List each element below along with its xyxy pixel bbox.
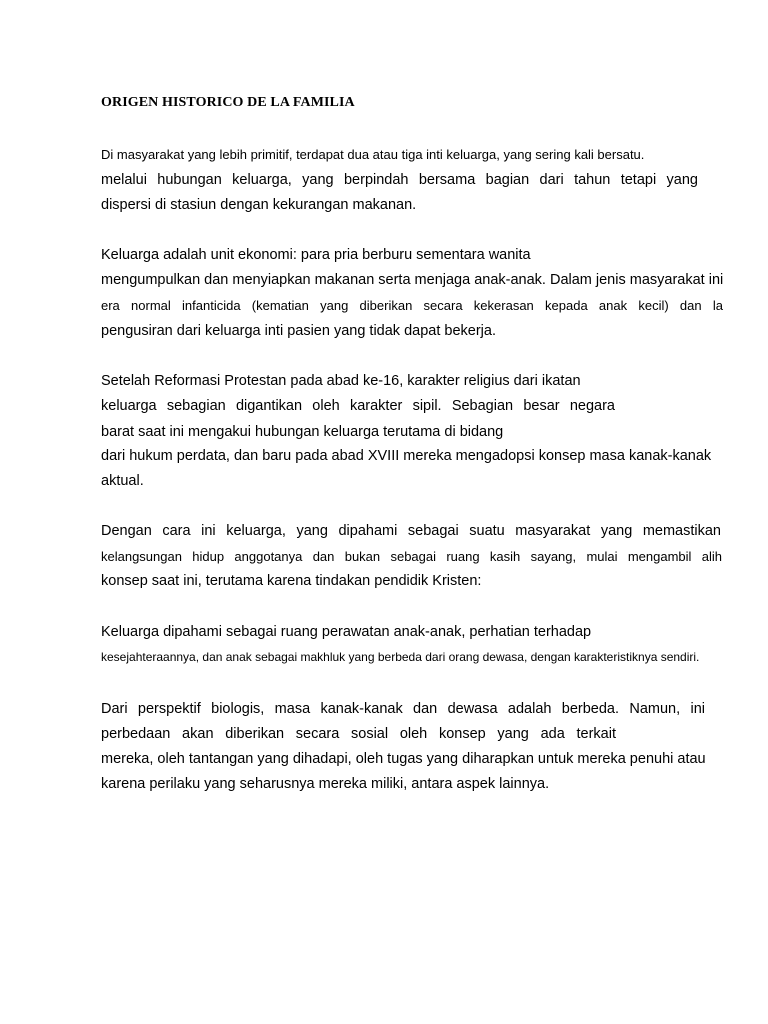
- paragraph-2-line-3: era normal infanticida (kematian yang diberikan secara kekerasan kepada anak kecil) dan la: [101, 298, 723, 313]
- paragraph-6-line-1: Dari perspektif biologis, masa kanak-kanak dan dewasa adalah berbeda. Namun, ini: [101, 701, 705, 717]
- paragraph-2-line-1: Keluarga adalah unit ekonomi: para pria berburu sementara wanita: [101, 247, 531, 263]
- paragraph-3-line-1: Setelah Reformasi Protestan pada abad ke-16, karakter religius dari ikatan: [101, 373, 581, 389]
- paragraph-4-line-3: konsep saat ini, terutama karena tindakan pendidik Kristen:: [101, 573, 482, 589]
- paragraph-5-line-2: kesejahteraannya, dan anak sebagai makhluk yang berbeda dari orang dewasa, dengan karakteristiknya sendiri.: [101, 650, 700, 664]
- paragraph-5-line-1: Keluarga dipahami sebagai ruang perawatan anak-anak, perhatian terhadap: [101, 624, 592, 640]
- paragraph-3-line-5: aktual.: [101, 473, 144, 489]
- paragraph-3-line-2: keluarga sebagian digantikan oleh karakter sipil. Sebagian besar negara: [101, 398, 615, 414]
- paragraph-6-line-3: mereka, oleh tantangan yang dihadapi, oleh tugas yang diharapkan untuk mereka penuhi atau: [101, 751, 706, 767]
- paragraph-6-line-4: karena perilaku yang seharusnya mereka miliki, antara aspek lainnya.: [101, 776, 550, 792]
- paragraph-6-line-2: perbedaan akan diberikan secara sosial oleh konsep yang ada terkait: [101, 726, 616, 742]
- paragraph-1-line-1: Di masyarakat yang lebih primitif, terdapat dua atau tiga inti keluarga, yang sering kali bersatu.: [101, 147, 645, 162]
- paragraph-2-line-2: mengumpulkan dan menyiapkan makanan serta menjaga anak-anak. Dalam jenis masyarakat ini: [101, 272, 724, 288]
- paragraph-2-line-4: pengusiran dari keluarga inti pasien yang tidak dapat bekerja.: [101, 323, 496, 339]
- paragraph-1-line-2: melalui hubungan keluarga, yang berpindah bersama bagian dari tahun tetapi yang: [101, 172, 698, 188]
- document-title: ORIGEN HISTORICO DE LA FAMILIA: [101, 95, 355, 110]
- paragraph-4-line-2: kelangsungan hidup anggotanya dan bukan sebagai ruang kasih sayang, mulai mengambil alih: [101, 549, 722, 564]
- paragraph-3-line-3: barat saat ini mengakui hubungan keluarga terutama di bidang: [101, 424, 504, 440]
- paragraph-1-line-3: dispersi di stasiun dengan kekurangan makanan.: [101, 197, 417, 213]
- paragraph-4-line-1: Dengan cara ini keluarga, yang dipahami sebagai suatu masyarakat yang memastikan: [101, 523, 721, 539]
- paragraph-3-line-4: dari hukum perdata, dan baru pada abad XVIII mereka mengadopsi konsep masa kanak-kanak: [101, 448, 712, 464]
